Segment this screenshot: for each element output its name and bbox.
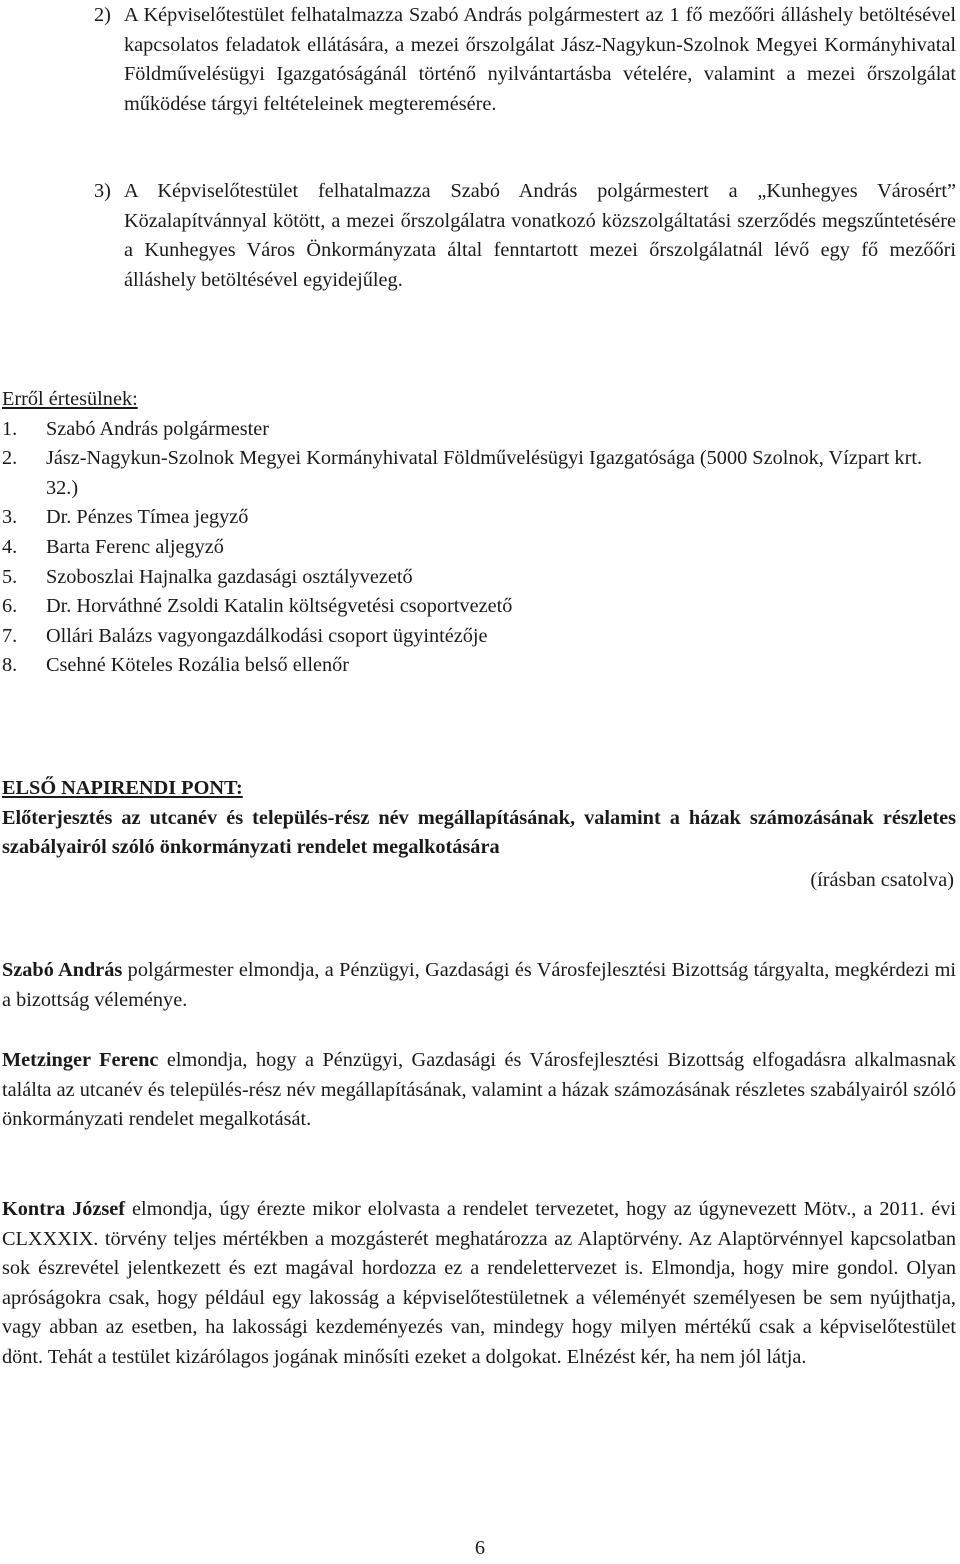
speech-text: polgármester elmondja, a Pénzügyi, Gazdasági és Városfejlesztési Bizottság tárgyalta, megkérdezi mi a bizottság véleménye. [2, 959, 956, 1011]
list-item: 2. Jász-Nagykun-Szolnok Megyei Kormányhivatal Földművelésügyi Igazgatósága (5000 Szolnok, Vízpart krt. 32.) [2, 447, 923, 499]
item-number: 3) [94, 180, 111, 202]
speech-text: elmondja, hogy a Pénzügyi, Gazdasági és Városfejlesztési Bizottság elfogadásra alkalmasnak találta az utcanév és település-rész név megállapításának, valamint a házak számozásának részletes szabályairól szóló önkormányzati rendelet megalkotását. [2, 1049, 956, 1131]
speech-text: elmondja, úgy érezte mikor elolvasta a rendelet tervezetet, hogy az úgynevezett Mötv., a 2011. évi CLXXXIX. törvény teljes mértékben a mozgásterét meghatározza az Alaptörvény. Az Alaptörvénnyel kapcsolatban sok észrevétel jelentkezett és ezt magával hordozza ez a rendelettervezet is. Elmondja, hogy mire gondol. Olyan apróságokra csak, hogy például egy lakosság a képviselőtestületnek a véleményét személyesen be sem nyújthatja, vagy abban az esetben, ha lakossági kezdeményezés van, mindegy hogy milyen mértékű csak a képviselőtestület dönt. Tehát a testület kizárólagos jogának minősíti ezeket a dolgokat. Elnézést kér, ha nem jól látja. [2, 1198, 957, 1368]
agenda-title: ELSŐ NAPIRENDI PONT: [2, 777, 243, 799]
list-item: 1. Szabó András polgármester [2, 417, 270, 440]
speech-paragraph [2, 1195, 956, 1373]
notify-list [2, 385, 956, 681]
item-text: A Képviselőtestület felhatalmazza Szabó András polgármestert az 1 fő mezőőri álláshely betöltésével kapcsolatos feladatok ellátására, a mezei őrszolgálat Jász-Nagykun-Szolnok Megyei Kormányhivatal Földművelésügyi Igazgatóságánál történő nyilvántartásba vételére, valamint a mezei őrszolgálat működése tárgyi feltételeinek megteremésére. [124, 4, 956, 115]
list-item: 4. Barta Ferenc aljegyző [2, 535, 224, 558]
list-item: 5. Szoboszlai Hajnalka gazdasági osztályvezető [2, 565, 413, 588]
item-number: 2) [94, 4, 111, 26]
speech-paragraph [2, 956, 956, 1015]
list-item: 3. Dr. Pénzes Tímea jegyző [2, 506, 249, 529]
list-item: 8. Csehné Köteles Rozália belső ellenőr [2, 654, 350, 677]
list-item: 7. Ollári Balázs vagyongazdálkodási csoport ügyintézője [2, 624, 488, 647]
notify-title: Erről értesülnek: [2, 388, 138, 410]
page-number: 6 [474, 1537, 486, 1559]
item-text: A Képviselőtestület felhatalmazza Szabó András polgármestert a „Kunhegyes Városért” Közalapítvánnyal kötött, a mezei őrszolgálatra vonatkozó közszolgáltatási szerződés megszűntetésére a Kunhegyes Város Önkormányzata által fenntartott mezei őrszolgálatnál lévő egy fő mezőőri álláshely betöltésével egyidejűleg. [124, 180, 956, 291]
speaker-name: Metzinger Ferenc [2, 1049, 159, 1071]
attached-note: (írásban csatolva) [810, 869, 954, 891]
agenda-heading [2, 774, 956, 863]
resolution-item-2 [94, 1, 956, 119]
speech-paragraph [2, 1046, 956, 1135]
speaker-name: Kontra József [2, 1198, 126, 1220]
speaker-name: Szabó András [2, 959, 123, 981]
list-item: 6. Dr. Horváthné Zsoldi Katalin költségvetési csoportvezető [2, 595, 513, 618]
resolution-item-3 [94, 177, 956, 295]
agenda-body: Előterjesztés az utcanév és település-rész név megállapításának, valamint a házak számozásának részletes szabályairól szóló önkormányzati rendelet megalkotására [2, 806, 956, 859]
